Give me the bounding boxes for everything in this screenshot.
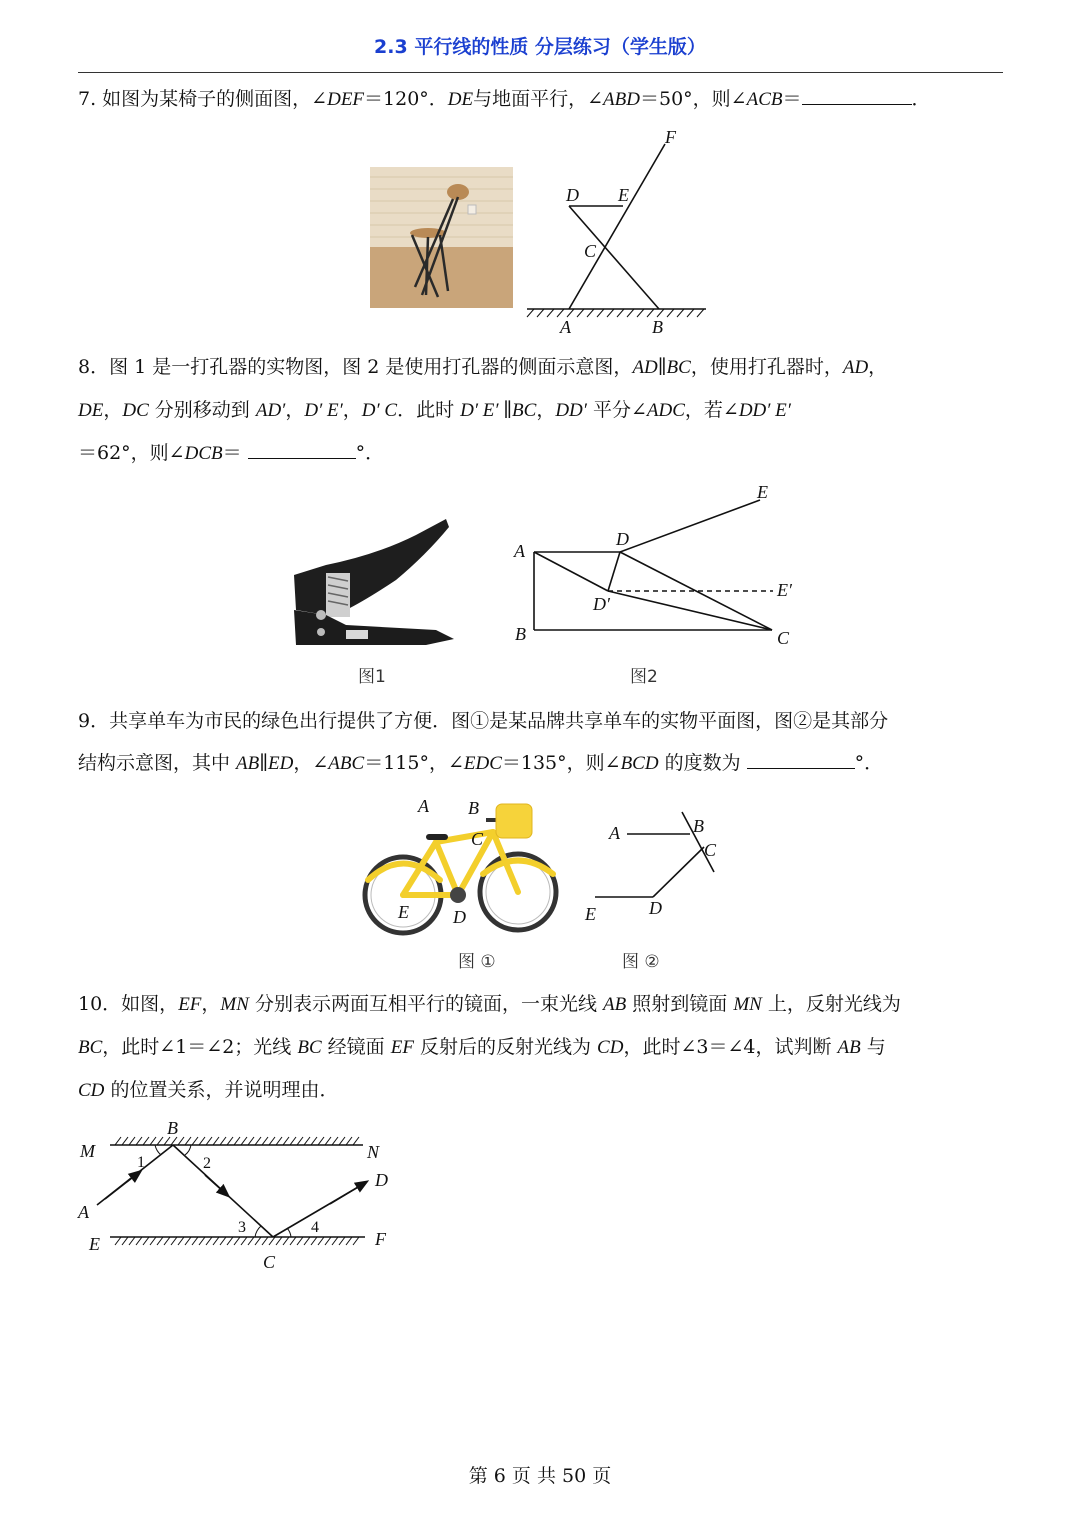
segment-db [569, 206, 659, 309]
label-c: C [704, 840, 717, 860]
label-d: D [616, 529, 629, 549]
question-10-text [78, 983, 1003, 1112]
label-b: B [693, 816, 704, 836]
q9-fig2-caption: 图 ② [622, 952, 660, 972]
label-b: B [652, 317, 663, 337]
q9-line-2: 结构示意图，其中 AB∥ED，∠ABC＝115°，∠EDC＝135°，则∠BCD 的度数为 °． [78, 752, 884, 774]
label-c: C [263, 1252, 276, 1272]
q10-mirror-diagram [75, 1115, 405, 1280]
label-e: E [585, 904, 596, 924]
angle-1-label: 1 [137, 1154, 145, 1171]
q10-line-3: CD 的位置关系，并说明理由． [78, 1079, 339, 1101]
q8-diagram [505, 480, 810, 690]
page-footer: 第 6 页 共 50 页 [468, 1465, 612, 1487]
label-d: D [453, 907, 466, 927]
label-d-prime: D′ [593, 594, 610, 614]
label-a: A [514, 541, 525, 561]
label-f: F [375, 1229, 386, 1249]
label-n: N [367, 1142, 380, 1162]
label-e: E [89, 1234, 100, 1254]
q9-fig1-caption: 图 ① [458, 952, 496, 972]
label-b: B [515, 624, 526, 644]
answer-blank [802, 86, 912, 105]
q8-line-2: DE，DC 分别移动到 AD′，D′ E′，D′ C．此时 D′ E′ ∥BC，DD′ 平分∠ADC，若∠DD′ E′ [78, 399, 791, 421]
q9-line-1: 9．共享单车为市民的绿色出行提供了方便．图①是某品牌共享单车的实物平面图，图②是其部分 [78, 710, 889, 732]
label-e: E [618, 185, 629, 205]
header-rule [78, 72, 1003, 73]
label-a: A [560, 317, 571, 337]
hole-punch-photo [286, 515, 456, 690]
page-header-title: 2.3 平行线的性质 分层练习（学生版） [374, 36, 706, 58]
q10-line-2: BC，此时∠1＝∠2；光线 BC 经镜面 EF 反射后的反射光线为 CD，此时∠3＝∠4，试判断 AB 与 [78, 1036, 886, 1058]
label-e: E [757, 482, 768, 502]
label-a: A [418, 796, 429, 816]
label-d: D [566, 185, 579, 205]
q8-line-1: 8．图 1 是一打孔器的实物图，图 2 是使用打孔器的侧面示意图，AD∥BC，使用打孔器时，AD， [78, 356, 888, 378]
label-e: E [398, 902, 409, 922]
label-e-prime: E′ [777, 580, 792, 600]
label-d: D [375, 1170, 388, 1190]
label-b: B [468, 798, 479, 818]
label-c: C [584, 241, 597, 261]
q8-fig2-caption: 图2 [630, 667, 658, 687]
answer-blank [747, 750, 855, 769]
label-a: A [609, 823, 620, 843]
label-d: D [649, 898, 662, 918]
label-f: F [665, 127, 676, 147]
label-b: B [167, 1118, 178, 1138]
label-c: C [777, 628, 790, 648]
label-a: A [78, 1202, 89, 1222]
q8-line-3: ＝62°，则∠DCB＝ °． [78, 442, 385, 464]
answer-blank [248, 440, 356, 459]
label-m: M [80, 1141, 95, 1161]
angle-2-label: 2 [203, 1155, 211, 1172]
angle-4-label: 4 [311, 1219, 319, 1236]
q7-chair-diagram [522, 126, 712, 338]
label-c: C [471, 829, 484, 849]
bicycle-photo [358, 792, 568, 974]
question-7-text: 7. 如图为某椅子的侧面图，∠DEF＝120°．DE与地面平行，∠ABD＝50°，则∠ACB＝ ． [78, 88, 931, 110]
segment-fa [569, 144, 665, 309]
chair-photo [370, 167, 513, 308]
q9-structure-diagram [575, 792, 745, 974]
q10-line-1: 10．如图，EF，MN 分别表示两面互相平行的镜面，一束光线 AB 照射到镜面 MN 上，反射光线为 [78, 993, 901, 1015]
question-8-text [78, 346, 1003, 475]
question-9-text [78, 700, 1003, 785]
angle-3-label: 3 [238, 1219, 246, 1236]
q8-fig1-caption: 图1 [358, 667, 386, 687]
